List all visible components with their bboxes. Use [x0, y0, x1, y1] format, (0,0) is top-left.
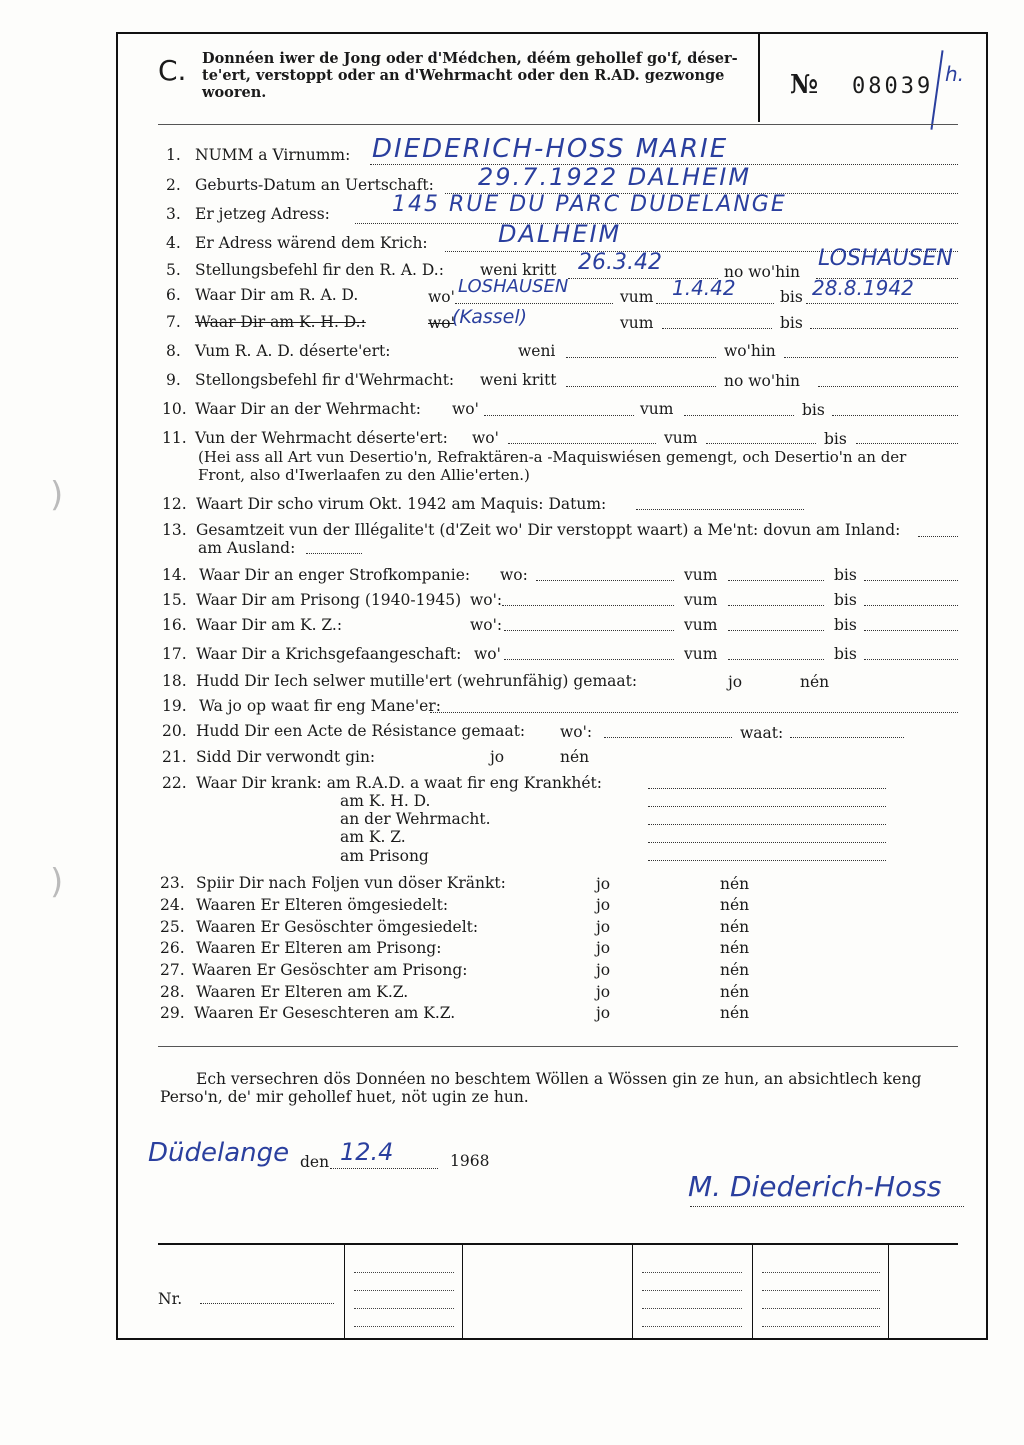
q12-num: 12.: [162, 495, 187, 513]
q7-to-line: [810, 328, 958, 329]
q14-wo: wo:: [500, 566, 528, 584]
q6-from[interactable]: 1.4.42: [672, 276, 736, 300]
q7-num: 7.: [166, 313, 181, 331]
q9-weni: weni kritt: [480, 371, 557, 389]
q26-label: Waaren Er Elteren am Prisong:: [196, 939, 442, 957]
q23-label: Spiir Dir nach Foljen vun döser Kränkt:: [196, 874, 506, 892]
signature-place[interactable]: Düdelange: [148, 1138, 290, 1168]
q13-ausland-line: [306, 553, 362, 554]
q3-num: 3.: [166, 205, 181, 223]
q6-to[interactable]: 28.8.1942: [812, 276, 914, 300]
q2-label: Geburts-Datum an Uertschaft:: [195, 176, 434, 194]
number-initial: h.: [945, 62, 965, 86]
q5-date[interactable]: 26.3.42: [578, 250, 662, 275]
q14-vum-line: [728, 580, 824, 581]
q11-note2: Front, also d'Iwerlaafen zu den Allie'erten.): [198, 466, 530, 484]
q13-label2: am Ausland:: [198, 539, 296, 557]
q25-nen[interactable]: nén: [720, 918, 750, 936]
q20-wo: wo':: [560, 723, 593, 741]
q10-vum-line: [684, 415, 794, 416]
q20-waat-line: [790, 737, 904, 738]
q7-label: Waar Dir am K. H. D.:: [195, 313, 366, 331]
q23-jo[interactable]: jo: [596, 875, 611, 893]
grid-line: [642, 1272, 742, 1273]
q13-inland-line: [918, 536, 958, 537]
q10-label: Waar Dir an der Wehrmacht:: [195, 400, 421, 418]
grid-line: [354, 1290, 454, 1291]
q17-wo: wo': [474, 645, 501, 663]
grid-divider: [752, 1245, 753, 1338]
q11-vum-line: [706, 443, 816, 444]
q22-l2: am K. H. D.: [340, 792, 431, 810]
grid-line: [642, 1308, 742, 1309]
grid-line: [354, 1326, 454, 1327]
q25-label: Waaren Er Gesöschter ömgesiedelt:: [196, 918, 479, 936]
q15-num: 15.: [162, 591, 187, 609]
den-label: den: [300, 1153, 330, 1171]
q14-label: Waar Dir an enger Strofkompanie:: [199, 566, 471, 584]
q26-nen[interactable]: nén: [720, 939, 750, 957]
q22-label: Waar Dir krank: am R.A.D. a waat fir eng Krankhét:: [196, 774, 602, 792]
q18-jo[interactable]: jo: [728, 673, 743, 691]
q10-vum: vum: [640, 400, 674, 418]
q5-weni: weni kritt: [480, 261, 557, 279]
q17-vum: vum: [684, 645, 718, 663]
q12-line: [636, 509, 804, 510]
q6-vum: vum: [620, 288, 654, 306]
q27-label: Waaren Er Gesöschter am Prisong:: [192, 961, 468, 979]
q28-num: 28.: [160, 983, 185, 1001]
q7-bis: bis: [780, 314, 803, 332]
q3-label: Er jetzeg Adress:: [195, 205, 330, 223]
q6-to-line: [806, 303, 958, 304]
q6-place[interactable]: LOSHAUSEN: [458, 276, 569, 297]
q22-l5: am Prisong: [340, 847, 429, 865]
q7-wo: wo': [428, 314, 455, 332]
q19-num: 19.: [162, 697, 187, 715]
q24-num: 24.: [160, 896, 185, 914]
q5-nowohin: no wo'hin: [724, 263, 801, 281]
q10-bis: bis: [802, 401, 825, 419]
q12-label: Waart Dir scho virum Okt. 1942 am Maquis: Datum:: [196, 495, 607, 513]
q15-bis-line: [864, 605, 958, 606]
q27-jo[interactable]: jo: [596, 961, 611, 979]
grid-line: [642, 1326, 742, 1327]
q10-wo-line: [484, 415, 634, 416]
grid-line: [354, 1308, 454, 1309]
signature-date[interactable]: 12.4: [340, 1138, 394, 1166]
q10-wo: wo': [452, 400, 479, 418]
q11-note1: (Hei ass all Art vun Desertio'n, Refraktären-a -Maquiswiésen gemengt, och Desertio'n an der: [198, 448, 907, 466]
q5-place[interactable]: LOSHAUSEN: [818, 246, 953, 271]
q22-line5: [648, 860, 886, 861]
declaration-text: Ech versechren dös Donnéen no beschtem Wöllen a Wössen gin ze hun, an absichtlech keng Perso'n, de' mir gehollef huet, nöt ugin ze hun.: [160, 1070, 922, 1106]
form-number: 08039: [852, 74, 934, 99]
q8-label: Vum R. A. D. déserte'ert:: [195, 342, 391, 360]
q24-nen[interactable]: nén: [720, 896, 750, 914]
year: 1968: [450, 1152, 490, 1170]
q15-bis: bis: [834, 591, 857, 609]
q19-line: [430, 712, 958, 713]
q16-num: 16.: [162, 616, 187, 634]
q5-label: Stellungsbefehl fir den R. A. D.:: [195, 261, 444, 279]
q20-num: 20.: [162, 722, 187, 740]
signature[interactable]: M. Diederich-Hoss: [688, 1170, 942, 1203]
grid-divider: [462, 1245, 463, 1338]
section-letter: C.: [158, 54, 187, 87]
q11-label: Vun der Wehrmacht déserte'ert:: [195, 429, 448, 447]
q6-wo: wo': [428, 288, 455, 306]
q22-num: 22.: [162, 774, 187, 792]
q11-num: 11.: [162, 429, 187, 447]
q18-num: 18.: [162, 672, 187, 690]
q29-jo[interactable]: jo: [596, 1004, 611, 1022]
grid-line: [762, 1272, 880, 1273]
grid-divider: [344, 1245, 345, 1338]
q1-num: 1.: [166, 146, 181, 164]
q20-wo-line: [604, 737, 732, 738]
q25-num: 25.: [160, 918, 185, 936]
q6-place-line: [455, 303, 613, 304]
signature-line: [690, 1206, 964, 1207]
q7-from-line: [662, 328, 772, 329]
punch-mark: ): [50, 862, 64, 902]
q18-label: Hudd Dir Iech selwer mutille'ert (wehrunfähig) gemaat:: [196, 672, 638, 690]
q11-bis: bis: [824, 430, 847, 448]
header-divider: [758, 34, 760, 122]
q14-num: 14.: [162, 566, 187, 584]
q10-bis-line: [832, 415, 958, 416]
nr-label: Nr.: [158, 1290, 183, 1308]
q28-label: Waaren Er Elteren am K.Z.: [196, 983, 409, 1001]
q16-vum: vum: [684, 616, 718, 634]
q24-jo[interactable]: jo: [596, 896, 611, 914]
q28-jo[interactable]: jo: [596, 983, 611, 1001]
q27-nen[interactable]: nén: [720, 961, 750, 979]
footer-grid: [118, 1245, 986, 1338]
q20-label: Hudd Dir een Acte de Résistance gemaat:: [196, 722, 526, 740]
q15-vum: vum: [684, 591, 718, 609]
q17-num: 17.: [162, 645, 187, 663]
q17-vum-line: [728, 659, 824, 660]
q19-label: Wa jo op waat fir eng Mane'er:: [199, 697, 441, 715]
q6-from-line: [656, 303, 774, 304]
q6-bis: bis: [780, 288, 803, 306]
q15-wo-line: [502, 605, 674, 606]
section-title: Donnéen iwer de Jong oder d'Médchen, déém gehollef go'f, déser-te'ert, verstoppt oder an d'Wehrmacht oder den R.AD. gezwonge wooren.: [202, 50, 738, 101]
q16-bis-line: [864, 630, 958, 631]
q15-label: Waar Dir am Prisong (1940-1945): [196, 591, 462, 609]
q13-num: 13.: [162, 521, 187, 539]
q5-num: 5.: [166, 261, 181, 279]
q29-nen[interactable]: nén: [720, 1004, 750, 1022]
q8-weni: weni: [518, 342, 556, 360]
q14-vum: vum: [684, 566, 718, 584]
q15-wo: wo':: [470, 591, 503, 609]
grid-line: [354, 1272, 454, 1273]
q1-value[interactable]: DIEDERICH-HOSS MARIE: [372, 134, 729, 164]
q22-line3: [648, 824, 886, 825]
q17-bis: bis: [834, 645, 857, 663]
q13-label: Gesamtzeit vun der Illégalite't (d'Zeit wo' Dir verstoppt waart) a Me'nt: dovun am Inland:: [196, 521, 901, 539]
nr-line: [200, 1303, 334, 1304]
q29-label: Waaren Er Geseschteren am K.Z.: [194, 1004, 456, 1022]
grid-divider: [888, 1245, 889, 1338]
q1-label: NUMM a Virnumm:: [195, 146, 351, 164]
q17-wo-line: [504, 659, 674, 660]
q4-label: Er Adress wärend dem Krich:: [195, 234, 428, 252]
q16-label: Waar Dir am K. Z.:: [196, 616, 343, 634]
grid-divider: [632, 1245, 633, 1338]
q8-wohin: wo'hin: [724, 342, 776, 360]
punch-mark: ): [50, 475, 64, 515]
q16-vum-line: [728, 630, 824, 631]
q7-vum: vum: [620, 314, 654, 332]
q26-num: 26.: [160, 939, 185, 957]
grid-line: [762, 1308, 880, 1309]
q21-label: Sidd Dir verwondt gin:: [196, 748, 376, 766]
q17-label: Waar Dir a Krichsgefaangeschaft:: [196, 645, 462, 663]
date-line: [330, 1168, 438, 1169]
q21-num: 21.: [162, 748, 187, 766]
q4-num: 4.: [166, 234, 181, 252]
q23-num: 23.: [160, 874, 185, 892]
q22-line4: [648, 842, 886, 843]
q9-label: Stellongsbefehl fir d'Wehrmacht:: [195, 371, 455, 389]
q16-bis: bis: [834, 616, 857, 634]
q16-wo-line: [504, 630, 674, 631]
q24-label: Waaren Er Elteren ömgesiedelt:: [196, 896, 449, 914]
grid-line: [762, 1290, 880, 1291]
q11-wo: wo': [472, 429, 499, 447]
q11-bis-line: [856, 443, 958, 444]
q2-num: 2.: [166, 176, 181, 194]
q8-wohin-line: [784, 357, 958, 358]
q14-wo-line: [536, 580, 674, 581]
q6-label: Waar Dir am R. A. D.: [195, 286, 359, 304]
q17-bis-line: [864, 659, 958, 660]
q3-line: [355, 223, 958, 224]
q20-waat: waat:: [740, 724, 784, 742]
q11-vum: vum: [664, 429, 698, 447]
q18-nen[interactable]: nén: [800, 673, 830, 691]
grid-line: [762, 1326, 880, 1327]
q22-line2: [648, 806, 886, 807]
q3-value[interactable]: 145 RUE DU PARC DUDELANGE: [392, 192, 787, 217]
q22-line1: [648, 788, 886, 789]
q9-nowohin-line: [818, 386, 958, 387]
q9-nowohin: no wo'hin: [724, 372, 801, 390]
q21-jo[interactable]: jo: [490, 748, 505, 766]
q10-num: 10.: [162, 400, 187, 418]
q14-bis-line: [864, 580, 958, 581]
q22-l4: am K. Z.: [340, 828, 406, 846]
q28-nen[interactable]: nén: [720, 983, 750, 1001]
q14-bis: bis: [834, 566, 857, 584]
q6-num: 6.: [166, 286, 181, 304]
q16-wo: wo':: [470, 616, 503, 634]
q9-weni-line: [566, 386, 716, 387]
grid-line: [642, 1290, 742, 1291]
q4-value[interactable]: DALHEIM: [498, 220, 622, 248]
q11-wo-line: [508, 443, 656, 444]
number-symbol: №: [790, 70, 819, 100]
q8-num: 8.: [166, 342, 181, 360]
q29-num: 29.: [160, 1004, 185, 1022]
q27-num: 27.: [160, 961, 185, 979]
q21-nen[interactable]: nén: [560, 748, 590, 766]
q8-weni-line: [566, 357, 716, 358]
q9-num: 9.: [166, 371, 181, 389]
header-rule: [158, 124, 958, 125]
q23-nen[interactable]: nén: [720, 875, 750, 893]
q7-place[interactable]: (Kassel): [452, 306, 528, 328]
q26-jo[interactable]: jo: [596, 939, 611, 957]
q25-jo[interactable]: jo: [596, 918, 611, 936]
q15-vum-line: [728, 605, 824, 606]
section-rule: [158, 1046, 958, 1047]
q2-value[interactable]: 29.7.1922 DALHEIM: [478, 163, 752, 191]
q22-l3: an der Wehrmacht.: [340, 810, 491, 828]
